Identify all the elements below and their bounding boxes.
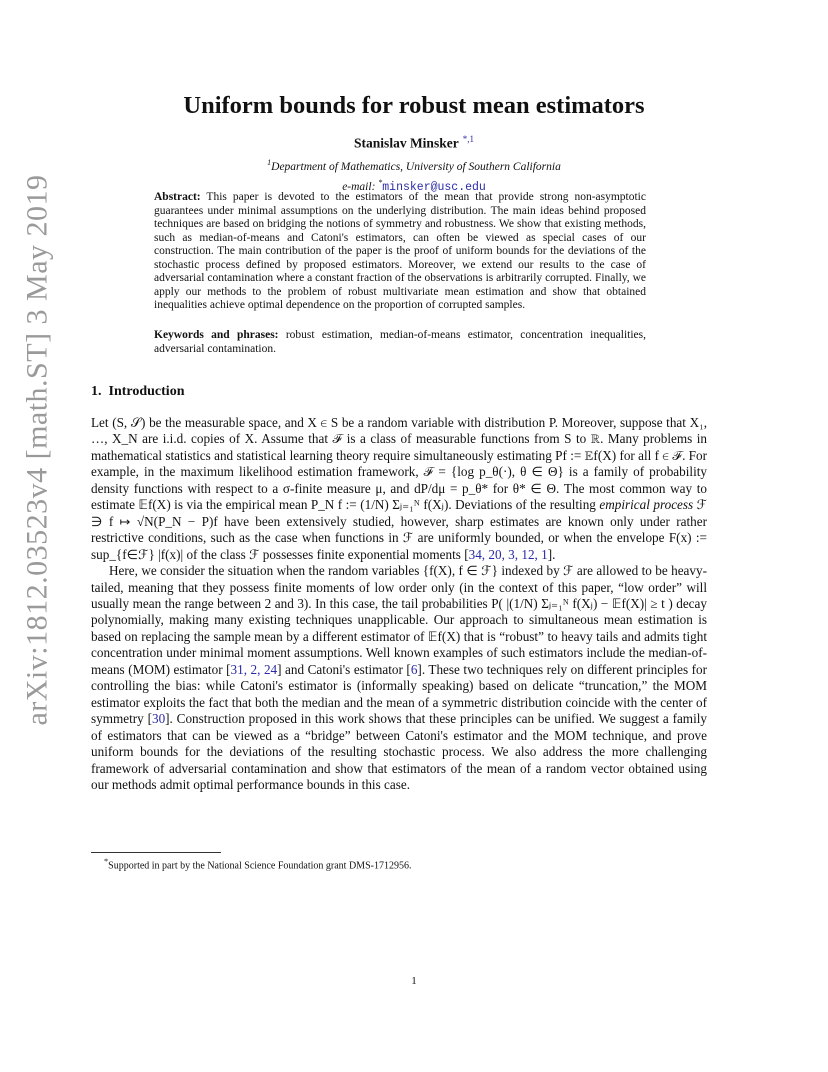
para1-text-c: ]. (547, 546, 556, 562)
section-number: 1. (91, 384, 102, 399)
para2-text-c: ]. These two techniques rely on different principles for controlling the bias: while Catoni's estimator is (informally speaking) based on delicate “truncation,” the MOM estimator exploits the fact that both the median and the mean of a symmetric distribution coincide with the center of symmetry [ (91, 661, 707, 727)
para2-text-b: ] and Catoni's estimator [ (277, 661, 411, 677)
paragraph-2 (91, 563, 707, 793)
affiliation-line (0, 155, 828, 175)
keywords-text: robust estimation, median-of-means estimator, concentration inequalities, adversarial contamination. (154, 329, 647, 355)
arxiv-sidebar-stamp (20, 174, 56, 726)
citation-link[interactable]: 34, 20, 3, 12, 1 (468, 546, 548, 562)
email-mark: * (378, 177, 383, 187)
keywords (154, 329, 646, 356)
citation-link[interactable]: 30 (151, 711, 166, 727)
abstract-label: Abstract: (154, 191, 201, 203)
author-marks: *,1 (462, 134, 474, 144)
section-heading (91, 384, 184, 400)
citation-link[interactable]: 31, 2, 24 (230, 661, 278, 677)
arxiv-id: arXiv:1812.03523v4 [math.ST] 3 May 2019 (21, 174, 55, 726)
affiliation-mark: 1 (267, 158, 272, 167)
footnote (104, 857, 411, 871)
para2-text-a: Here, we consider the situation when the random variables {f(X), f ∈ ℱ} indexed by ℱ are allowed to be heavy-tailed, meaning that they possess finite moments of low order only (in the context of this paper, “low order” will usually mean the range between 2 and 3). In this case, the tail probabilities P( |(1/N) Σⱼ₌₁ᴺ f(Xⱼ) − 𝔼f(X)| ≥ t ) decay polynomially, making many existing techniques unapplicable. Our approach to simultaneous mean estimation is based on replacing the sample mean by a different estimator of 𝔼f(X) that is “robust” to heavy tails and admits tight concentration under minimal moment assumptions. Well known examples of such estimators include the median-of-means (MOM) estimator [ (91, 563, 707, 677)
para1-text-a: Let (S, 𝒮) be the measurable space, and X ∈ S be a random variable with distribution P. Moreover, suppose that X₁, …, X_N are i.i.d. copies of X. Assume that ℱ is a class of measurable functions from S to ℝ. Many problems in mathematical statistics and statistical learning theory require simultaneously estimating Pf := 𝔼f(X) for all f ∈ ℱ. For example, in the maximum likelihood estimation framework, ℱ = {log p_θ(·), θ ∈ Θ} is a family of probability density functions with respect to a σ-finite measure μ, and dP/dμ = p_θ* for θ* ∈ Θ. The most common way to estimate 𝔼f(X) is via the empirical mean P_N f := (1/N) Σⱼ₌₁ᴺ f(Xⱼ). Deviations of the resulting (91, 415, 707, 513)
para1-text-b: ℱ ∋ f ↦ √N(P_N − P)f have been extensively studied, however, sharp estimates are known only under rather restrictive conditions, such as the case when functions in ℱ are uniformly bounded, or when the envelope F(x) := sup_{f∈ℱ} |f(x)| of the class ℱ possesses finite exponential moments [ (91, 497, 708, 562)
footnote-rule (91, 852, 221, 853)
page-number: 1 (411, 975, 417, 987)
abstract (154, 191, 646, 313)
email-label: e-mail: (342, 180, 376, 193)
paper-title: Uniform bounds for robust mean estimators (183, 92, 645, 119)
affiliation: Department of Mathematics, University of Southern California (271, 160, 561, 173)
author-name: Stanislav Minsker (354, 135, 459, 151)
paragraph-1 (91, 415, 707, 563)
citation-link[interactable]: 6 (410, 661, 418, 677)
abstract-text: This paper is devoted to the estimators of the mean that provide strong non-asymptotic guarantees under minimal assumptions on the underlying distribution. The main ideas behind proposed techniques are based on bridging the notions of symmetry and robustness. We show that existing methods, such as median-of-means and Catoni's estimators, can often be viewed as special cases of our construction. The main contribution of the paper is the proof of uniform bounds for the deviations of the stochastic process defined by proposed estimators. Moreover, we extend our results to the case of adversarial contamination where a constant fraction of the observations is arbitrarily corrupted. Finally, we apply our methods to the problem of robust multivariate mean estimation and show that obtained inequalities achieve optimal dependence on the proportion of corrupted samples. (154, 191, 646, 312)
author-line (0, 134, 828, 152)
section-title: Introduction (108, 384, 185, 399)
footnote-mark: * (104, 857, 109, 866)
footnote-text: Supported in part by the National Science Foundation grant DMS-1712956. (108, 860, 412, 872)
email-link[interactable]: minsker@usc.edu (382, 180, 486, 194)
para1-emphasis: empirical process (599, 497, 694, 513)
para2-text-d: ]. Construction proposed in this work shows that these principles can be unified. We suggest a family of estimators that can be viewed as a “bridge” between Catoni's estimator and the MOM technique, and prove uniform bounds for the deviations of the resulting stochastic process. We also address the more challenging framework of adversarial contamination and show that estimators of the mean of a random vector obtained using our methods admit optimal performance bounds in this case. (91, 711, 707, 792)
keywords-label: Keywords and phrases: (154, 329, 279, 341)
introduction-body (91, 415, 707, 793)
affiliation-block (0, 155, 828, 195)
